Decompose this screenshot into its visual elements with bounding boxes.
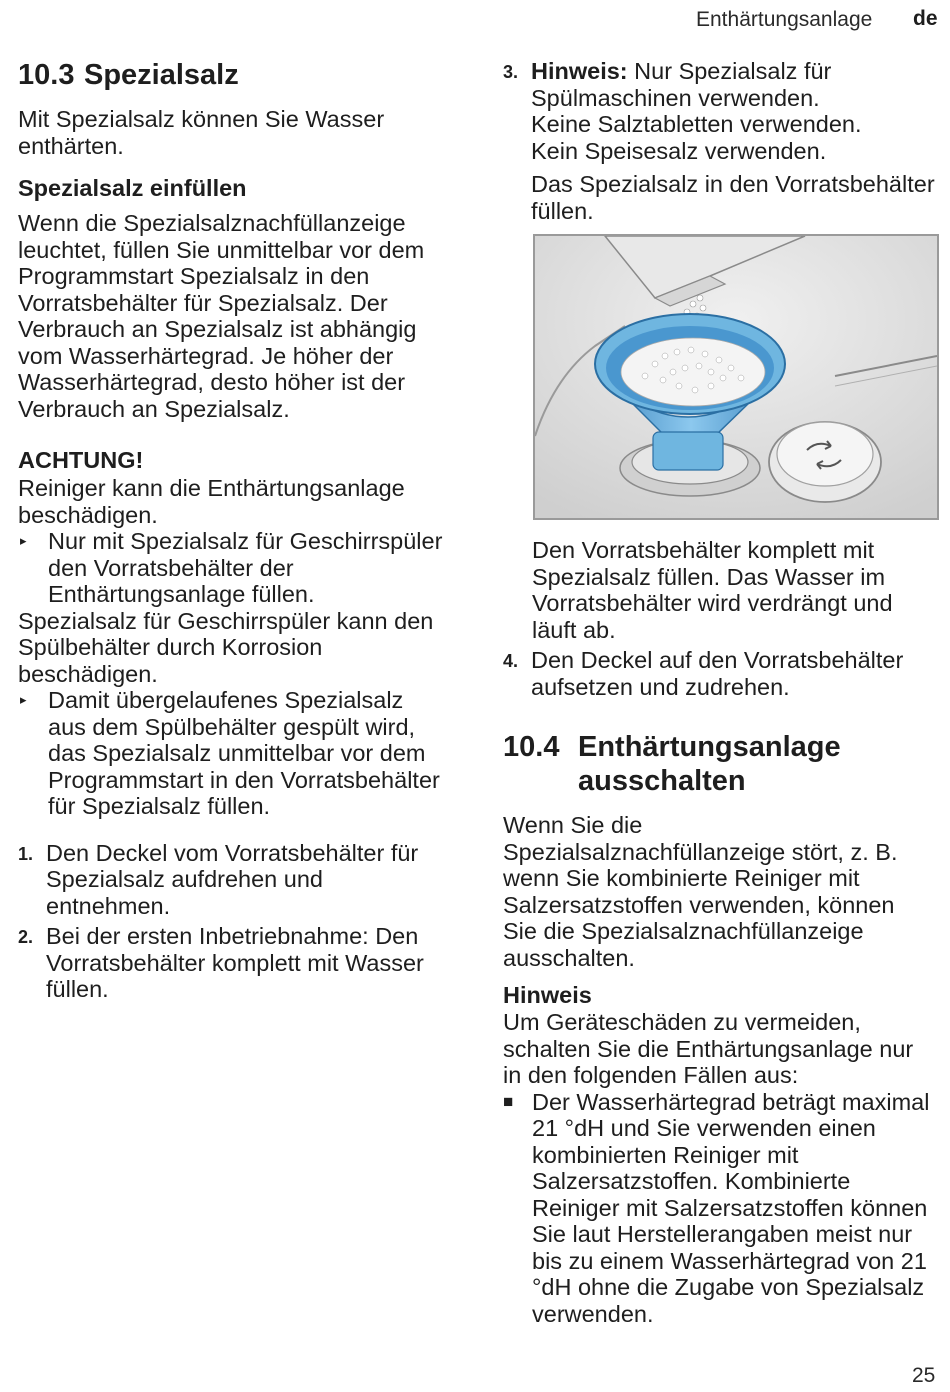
warning-text-2: Spezialsalz für Geschirrspüler kann den Spülbehälter durch Korrosion beschädigen. [18, 607, 434, 687]
note-label: Hinweis: [531, 58, 628, 84]
step-number: 1. [18, 843, 34, 864]
note-text: Um Geräteschäden zu vermeiden, schalten Sie die Enthärtungsanlage nur in den folgenden Fällen aus: [503, 1009, 914, 1088]
step-number: 2. [18, 927, 34, 947]
step-1 [18, 840, 458, 920]
illustration-salt-funnel [533, 234, 939, 520]
header-language: de [913, 7, 938, 30]
bullet-text: Der Wasserhärtegrad beträgt maximal 21 °dH und Sie verwenden einen kombinierten Reiniger mit Salzersatzstoffen. Kombinierte Reiniger mit Salzersatzstoffen können Sie laut Herstellerangaben meist nur bis zu einem Wasserhärtegrad von 21 °dH ohne die Zugabe von Spezialsalz verwenden. [532, 1088, 930, 1327]
bullet-text: Damit übergelaufenes Spezialsalz aus dem Spülbehälter gespült wird, das Spezialsalz unmittelbar vor dem Programmstart in den Vorratsbehälter für Spezialsalz füllen. [48, 687, 440, 819]
step-3-instruction: Das Spezialsalz in den Vorratsbehälter füllen. [531, 171, 935, 224]
subheading-fill-salt: Spezialsalz einfüllen [18, 175, 247, 201]
warning-bullet-1 [18, 528, 458, 608]
disable-paragraph: Wenn Sie die Spezialsalznachfüllanzeige stört, z. B. wenn Sie kombinierte Reiniger mit Salzersatzstoffen verwenden, können Sie die Spezialsalznachfüllanzeige ausschalten. [503, 812, 898, 971]
warning-text: Reiniger kann die Enthärtungsanlage beschädigen. [18, 475, 405, 528]
warning-bullet-2 [18, 687, 458, 820]
step-number: 4. [503, 651, 519, 671]
step-3 [503, 58, 943, 224]
triangle-right-icon: ▸ [20, 692, 27, 707]
triangle-right-icon: ▸ [20, 533, 27, 548]
heading-10-4 [503, 730, 943, 798]
note-title: Hinweis [503, 982, 592, 1008]
heading-title: Spezialsalz [84, 59, 239, 91]
right-column [503, 58, 943, 224]
heading-number: 10.4 [503, 731, 560, 763]
page-number: 25 [912, 1364, 936, 1387]
step-text: Den Deckel vom Vorratsbehälter für Spezialsalz aufdrehen und entnehmen. [46, 839, 419, 919]
intro-text: Mit Spezialsalz können Sie Wasser enthärten. [18, 106, 385, 159]
note-line-2: Keine Salztabletten verwenden. [531, 111, 862, 137]
heading-10-3 [18, 58, 458, 92]
note-bullet [503, 1089, 943, 1328]
note-text: Nur Spezialsalz für Spülmaschinen verwenden. [531, 58, 832, 111]
step-2 [18, 923, 458, 1003]
step-text [531, 58, 941, 224]
step-text: Bei der ersten Inbetriebnahme: Den Vorratsbehälter komplett mit Wasser füllen. [46, 923, 424, 1002]
bullet-text: Nur mit Spezialsalz für Geschirrspüler den Vorratsbehälter der Enthärtungsanlage füllen. [48, 528, 443, 607]
note-line-3: Kein Speisesalz verwenden. [531, 137, 827, 164]
after-figure-text: Den Vorratsbehälter komplett mit Spezialsalz füllen. Das Wasser im Vorratsbehälter wird verdrängt und läuft ab. [532, 537, 893, 643]
right-column-lower [503, 537, 943, 1327]
heading-title: Enthärtungsanlage ausschalten [578, 731, 841, 797]
step-4 [503, 647, 943, 700]
salt-funnel-drawing [535, 236, 937, 518]
step-number: 3. [503, 62, 519, 82]
square-bullet-icon: ■ [503, 1091, 514, 1111]
step-text: Den Deckel auf den Vorratsbehälter aufsetzen und zudrehen. [531, 647, 904, 700]
warning-title: ACHTUNG! [18, 447, 144, 473]
heading-number: 10.3 [18, 59, 75, 91]
left-column [18, 58, 458, 1003]
header-section-title: Enthärtungsanlage [696, 8, 873, 31]
fill-salt-paragraph: Wenn die Spezialsalznachfüllanzeige leuchtet, füllen Sie unmittelbar vor dem Programmstart Spezialsalz in den Vorratsbehälter für Spezialsalz. Der Verbrauch an Spezialsalz ist abhängig vom Wasserhärtegrad. Je höher der Wasserhärtegrad, desto höher ist der Verbrauch an Spezialsalz. [18, 210, 425, 422]
